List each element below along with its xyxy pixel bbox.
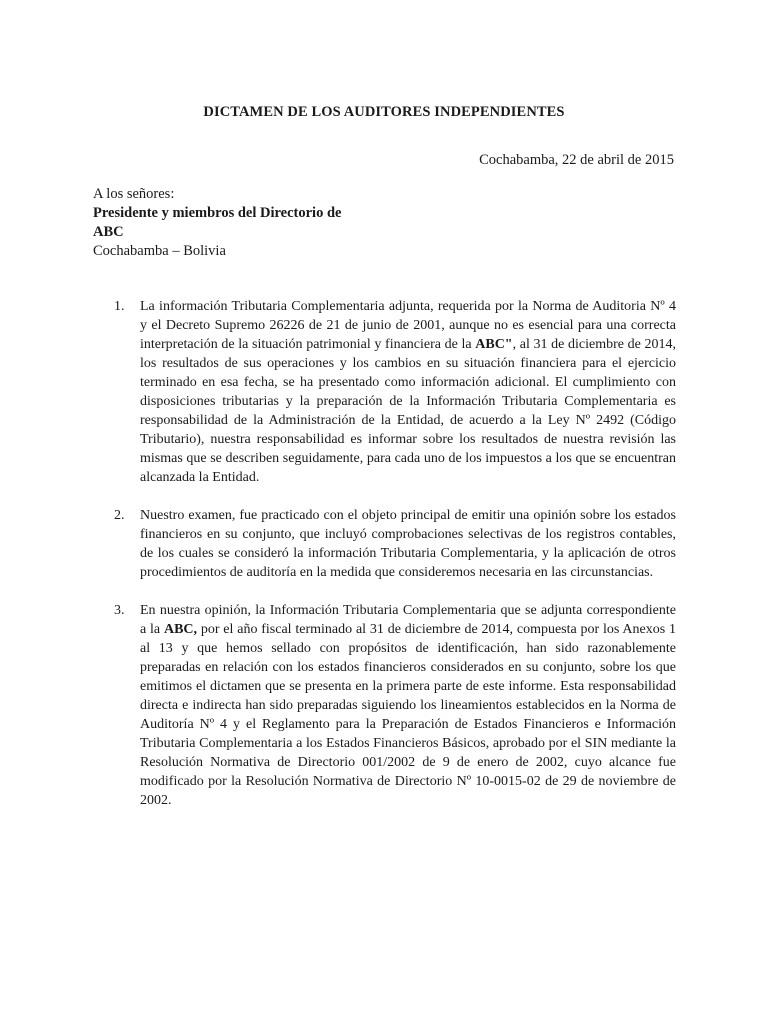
numbered-paragraphs: [114, 297, 676, 829]
paragraph-1: [114, 297, 676, 487]
paragraph-text-part: , al 31 de diciembre de 2014, los resultados de sus operaciones y los cambios en su situación financiera para el ejercicio terminado en esa fecha, se ha presentado como información adicional. El cumplimiento con disposiciones tributarias y la preparación de la Información Tributaria Complementaria es responsabilidad de la Administración de la Entidad, de acuerdo a la Ley Nº 2492 (Código Tributario), nuestra responsabilidad es informar sobre los resultados de nuestra revisión las mismas que se describen seguidamente, para cada uno de los impuestos a los que se encuentran alcanzada la Entidad.: [140, 337, 676, 485]
recipient-line-1: Presidente y miembros del Directorio de: [93, 205, 342, 221]
paragraph-number: 2.: [114, 508, 125, 523]
recipient-location: Cochabamba – Bolivia: [93, 243, 226, 259]
entity-name-bold: ABC": [475, 337, 513, 352]
paragraph-text: [140, 601, 676, 810]
paragraph-text: [140, 297, 676, 487]
paragraph-text-part: La información Tributaria Complementaria adjunta, requerida por la Norma de Auditoria Nº 4 y el Decreto Supremo 26226 de 21 de junio de 2001, aunque no es esencial para una correcta interpretación de la situación patrimonial y financiera de la: [140, 299, 676, 352]
paragraph-text-part: por el año fiscal terminado al 31 de diciembre de 2014, compuesta por los Anexos 1 al 13 y que hemos sellado con propósitos de identificación, han sido razonablemente preparadas en relación con los estados financieros considerados en su conjunto, sobre los que emitimos el dictamen que se presenta en la primera parte de este informe. Esta responsabilidad directa e indirecta han sido preparadas siguiendo los lineamientos establecidos en la Norma de Auditoría Nº 4 y el Reglamento para la Preparación de Estados Financieros e Información Tributaria Complementaria a los Estados Financieros Básicos, aprobado por el SIN mediante la Resolución Normativa de Directorio 001/2002 de 9 de enero de 2002, cuyo alcance fue modificado por la Resolución Normativa de Directorio Nº 10-0015-02 de 29 de noviembre de 2002.: [140, 622, 676, 808]
entity-name-bold: ABC,: [163, 622, 198, 637]
paragraph-number: 3.: [114, 603, 125, 618]
paragraph-number: 1.: [114, 299, 125, 314]
recipient-line-2: ABC: [93, 224, 124, 240]
document-title: DICTAMEN DE LOS AUDITORES INDEPENDIENTES: [203, 104, 565, 120]
paragraph-3: [114, 601, 676, 810]
paragraph-text-part: En nuestra opinión, la Información Tributaria Complementaria que se adjunta correspondiente a la: [140, 603, 676, 637]
paragraph-text: Nuestro examen, fue practicado con el objeto principal de emitir una opinión sobre los estados financieros en su conjunto, que incluyó comprobaciones selectivas de los registros contables, de los cuales se consideró la información Tributaria Complementaria, y la aplicación de otros procedimientos de auditoría en la medida que consideremos necesaria en las circunstancias.: [140, 508, 676, 580]
addressee-block: [93, 185, 393, 261]
salutation: A los señores:: [93, 186, 175, 202]
date-line: Cochabamba, 22 de abril de 2015: [479, 152, 674, 168]
paragraph-2: [114, 506, 676, 582]
